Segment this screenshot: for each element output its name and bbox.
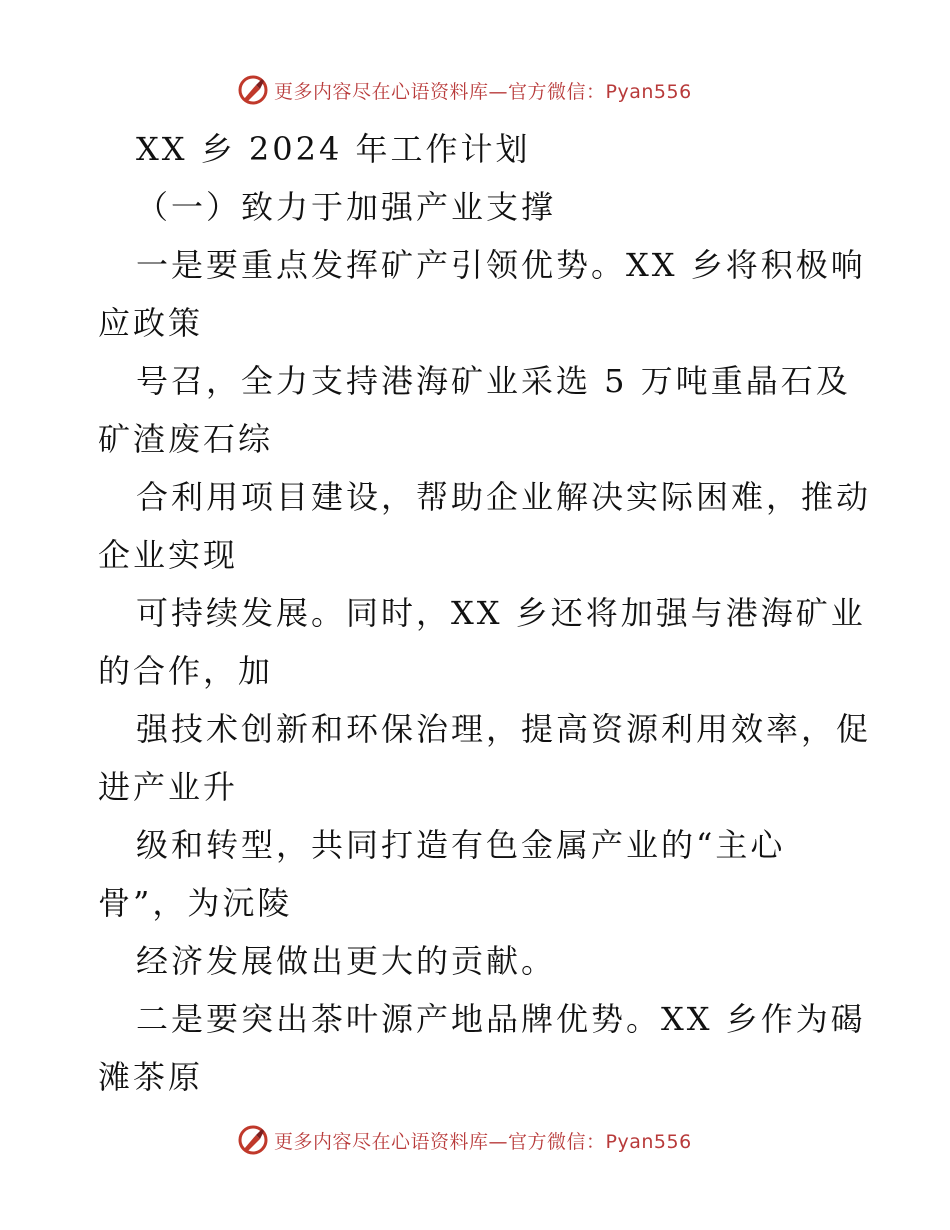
paragraph-line: 强技术创新和环保治理，提高资源利用效率，促 (136, 710, 872, 748)
paragraph-line: 的合作，加 (98, 652, 274, 690)
paragraph-line: 可持续发展。同时，XX 乡还将加强与港海矿业 (136, 594, 866, 632)
paragraph-line: 骨”，为沅陵 (98, 884, 293, 922)
paragraph-line: 进产业升 (98, 768, 239, 806)
section-heading: （一）致力于加强产业支撑 (136, 188, 557, 226)
paragraph-line: 合利用项目建设，帮助企业解决实际困难，推动 (136, 478, 872, 516)
paragraph-line: 级和转型，共同打造有色金属产业的“主心 (136, 826, 786, 864)
header-watermark (236, 72, 692, 108)
document-body (98, 120, 872, 1106)
paragraph-line: 二是要突出茶叶源产地品牌优势。XX 乡作为碣 (136, 1000, 866, 1038)
paragraph-line: 应政策 (98, 304, 204, 342)
header-watermark-text: 更多内容尽在心语资料库—官方微信：Pyan556 (274, 80, 692, 103)
paragraph-line: 经济发展做出更大的贡献。 (136, 942, 557, 980)
footer-watermark (236, 1122, 692, 1158)
fountain-pen-logo-icon (236, 73, 270, 107)
paragraph-line: 滩茶原 (98, 1058, 204, 1096)
paragraph-line: 矿渣废石综 (98, 420, 274, 458)
document-title: XX 乡 2024 年工作计划 (136, 130, 531, 168)
fountain-pen-logo-icon (236, 1123, 270, 1157)
paragraph-line: 号召，全力支持港海矿业采选 5 万吨重晶石及 (136, 362, 851, 400)
paragraph-line: 一是要重点发挥矿产引领优势。XX 乡将积极响 (136, 246, 866, 284)
footer-watermark-text: 更多内容尽在心语资料库—官方微信：Pyan556 (274, 1130, 692, 1153)
paragraph-line: 企业实现 (98, 536, 239, 574)
